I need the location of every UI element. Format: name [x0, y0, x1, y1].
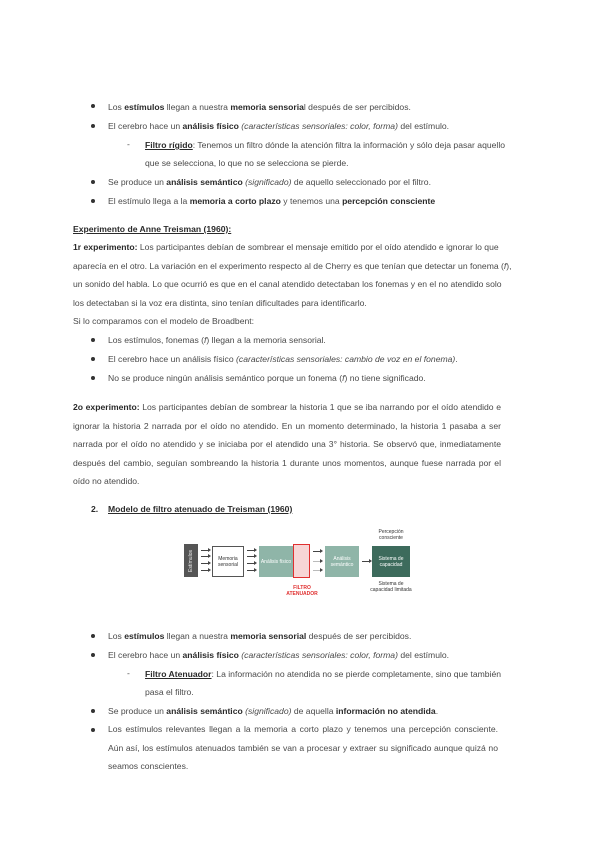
list-item: Filtro Atenuador: La información no atendida no se pierde completamente, sino que también	[145, 669, 502, 679]
list-item: No se produce ningún análisis semántico porque un fonema (f) no tiene significado.	[108, 373, 426, 383]
arrow	[313, 570, 321, 571]
bullet-dot	[91, 728, 95, 732]
list-item: El cerebro hace un análisis físico (características sensoriales: color, forma) del estímulo.	[108, 650, 450, 660]
bullet-dot	[91, 180, 95, 184]
arrow	[313, 561, 321, 562]
paragraph-line: Si lo comparamos con el modelo de Broadbent:	[73, 316, 255, 326]
bullet-dot	[91, 338, 95, 342]
dash-marker: -	[127, 668, 130, 678]
arrow	[201, 570, 209, 571]
filtro-label: FILTRO ATENUADOR	[286, 585, 318, 597]
bullet-dot	[91, 104, 95, 108]
section-number: 2.	[91, 504, 99, 514]
sistema-capacidad-box: Sistema de capacidad	[372, 546, 410, 577]
dash-marker: -	[127, 139, 130, 149]
filter-model-diagram	[180, 525, 420, 605]
list-item-continuation: que se selecciona, lo que no se selecciona se pierde.	[145, 158, 349, 168]
list-item: Los estímulos relevantes llegan a la memoria a corto plazo y tenemos una percepción consciente. Aún así, los estímulos atenuados también se van a procesar y extraer su significado aunque quizá no seamos conscientes.	[108, 724, 498, 771]
analisis-fisico-box: Análisis físico	[259, 546, 293, 577]
list-item: Filtro rígido: Tenemos un filtro dónde la atención filtra la información y sólo deja pasar aquello	[145, 140, 506, 150]
arrow	[201, 556, 209, 557]
list-item: El estímulo llega a la memoria a corto plazo y tenemos una percepción consciente	[108, 196, 436, 206]
bullet-dot	[91, 199, 95, 203]
paragraph-line: los detectaban si la voz era distinta, sino tenían dificultades para identificarlo.	[73, 298, 367, 308]
arrow	[247, 556, 255, 557]
list-item: Los estímulos llegan a nuestra memoria sensorial después de ser percibidos.	[108, 102, 411, 112]
arrow	[201, 550, 209, 551]
analisis-semantico-box: Análisis semántico	[325, 546, 359, 577]
list-item-continuation: pasa el filtro.	[145, 687, 194, 697]
list-item: Los estímulos llegan a nuestra memoria sensorial después de ser percibidos.	[108, 631, 412, 641]
arrow	[362, 561, 370, 562]
section-heading: Experimento de Anne Treisman (1960):	[73, 224, 232, 234]
bullet-dot	[91, 634, 95, 638]
percepcion-label: Percepción consciente	[378, 529, 404, 541]
list-item: El cerebro hace un análisis físico (características sensoriales: cambio de voz en el fonema).	[108, 354, 458, 364]
stimuli-box: Estímulos	[184, 544, 198, 577]
paragraph-line: un sonido del habla. Lo que ocurrió es que en el canal atendido detectaban los fonemas y en el no atendido solo	[73, 279, 502, 289]
list-item: Se produce un análisis semántico (significado) de aquella información no atendida.	[108, 706, 439, 716]
arrow	[313, 551, 321, 552]
list-item: Se produce un análisis semántico (significado) de aquello seleccionado por el filtro.	[108, 177, 431, 187]
paragraph-line: aparecía en el otro. La variación en el experimento respecto al de Cherry es que tenían que detectar un fonema (f),	[73, 261, 512, 271]
filtro-atenuador-box	[293, 544, 310, 578]
arrow	[247, 563, 255, 564]
paragraph-line: 1r experimento: Los participantes debían de sombrear el mensaje emitido por el oído atendido e ignorar lo que	[73, 242, 499, 252]
arrow	[247, 550, 255, 551]
section-heading: Modelo de filtro atenuado de Treisman (1960)	[108, 504, 293, 514]
paragraph: 2o experimento: Los participantes debían de sombrear la historia 1 que se iba narrando por el oído atendido e ignorar la historia 2 narrada por el oído no atendido. En un momento determinado, la historia 1 pasaba a ser narrada por el oído no atendido y se iniciaba por el atendido una 3° historia. Se observó que, inmediatamente después del cambio, seguían sombreando la historia 1 durante unos momentos, aunque fuese narrada por el oído no atendido.	[73, 402, 501, 486]
sistema-label: Sistema de capacidad limitada	[370, 581, 412, 593]
bullet-dot	[91, 653, 95, 657]
bullet-dot	[91, 357, 95, 361]
arrow	[247, 570, 255, 571]
arrow	[201, 563, 209, 564]
memoria-sensorial-box: Memoria sensorial	[212, 546, 244, 577]
bullet-dot	[91, 376, 95, 380]
bullet-dot	[91, 709, 95, 713]
list-item: Los estímulos, fonemas (f) llegan a la memoria sensorial.	[108, 335, 326, 345]
bullet-dot	[91, 124, 95, 128]
list-item: El cerebro hace un análisis físico (características sensoriales: color, forma) del estímulo.	[108, 121, 450, 131]
